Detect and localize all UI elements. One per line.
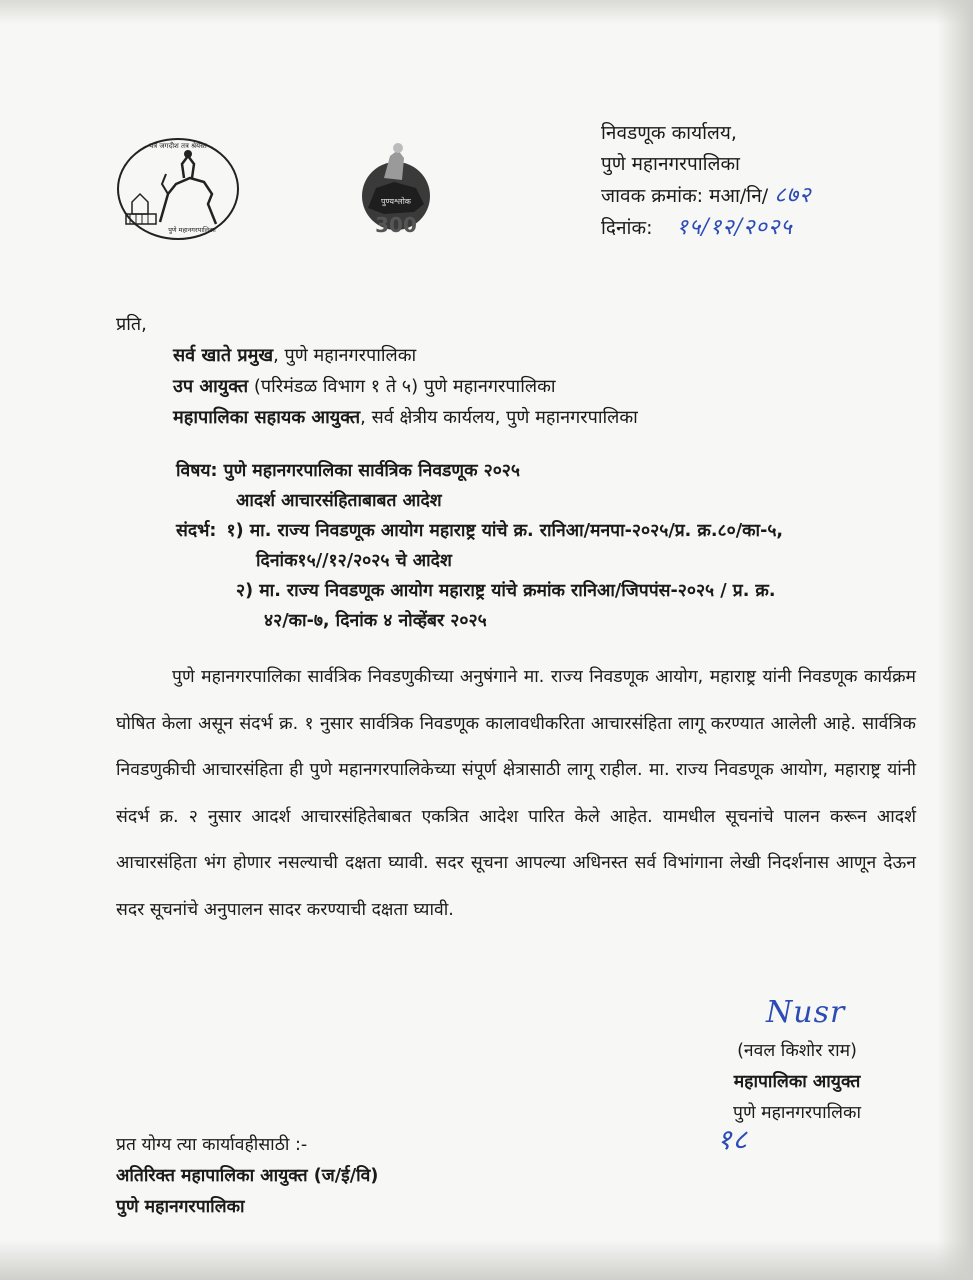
page-shadow-top (0, 0, 973, 24)
reference-2-line-1: २) मा. राज्य निवडणूक आयोग महाराष्ट्र यांचे क्रमांक रानिआ/जिपपंस-२०२५ / प्र. क्र. (236, 581, 776, 601)
signatory-designation: महापालिका आयुक्त (733, 1072, 861, 1092)
copy-to-label: प्रत योग्य त्या कार्यावहीसाठी :- (116, 1135, 308, 1155)
pune-300-emblem (354, 138, 438, 238)
signatory-name: (नवल किशोर राम) (737, 1041, 857, 1061)
subject-line-1: विषय: पुणे महानगरपालिका सार्वत्रिक निवडणूक २०२५ (176, 461, 520, 481)
office-header (601, 118, 812, 244)
signatory-organization: पुणे महानगरपालिका (733, 1103, 862, 1123)
outward-number-row (601, 180, 812, 212)
handwritten-initials: १८ (717, 1123, 749, 1156)
subject-block (176, 456, 783, 636)
outward-number: ८७२ (774, 183, 812, 208)
recipients-list (173, 340, 638, 433)
pune-300-number: 300 (375, 213, 417, 237)
to-label: प्रति, (116, 314, 147, 335)
date-label: दिनांक: (601, 217, 653, 239)
page-shadow-bottom (0, 1240, 973, 1280)
subject-line-2: आदर्श आचारसंहिताबाबत आदेश (236, 491, 442, 511)
pmc-logo-bottom-caption: पुणे महानगरपालिका (168, 226, 216, 234)
outward-label: जावक क्रमांक: मआ/नि/ (601, 185, 769, 207)
subject-label: विषय: (176, 461, 218, 481)
copy-to-line-1: अतिरिक्त महापालिका आयुक्त (ज/ई/वि) (116, 1166, 379, 1186)
date-row (601, 212, 812, 244)
recipient-3: महापालिका सहायक आयुक्त, सर्व क्षेत्रीय कार्यलय, पुणे महानगरपालिका (173, 407, 638, 428)
pmc-logo (112, 134, 244, 244)
body-paragraph: पुणे महानगरपालिका सार्वत्रिक निवडणुकीच्या अनुषंगाने मा. राज्य निवडणूक आयोग, महाराष्ट्र यांनी निवडणूक कार्यक्रम घोषित केला असून संदर्भ क्र. १ नुसार सार्वत्रिक निवडणूक कालावधीकरिता आचारसंहिता लागू करण्यात आलेली आहे. सार्वत्रिक निवडणुकीची आचारसंहिता ही पुणे महानगरपालिकेच्या संपूर्ण क्षेत्रासाठी लागू राहील. मा. राज्य निवडणूक आयोग, महाराष्ट्र यांनी संदर्भ क्र. २ नुसार आदर्श आचारसंहितेबाबत एकत्रित आदेश पारित केले आहेत. यामधील सूचनांचे पालन करून आदर्श आचारसंहिता भंग होणार नसल्याची दक्षता घ्यावी. सदर सूचना आपल्या अधिनस्त सर्व विभांगाना लेखी निदर्शनास आणून देऊन सदर सूचनांचे अनुपालन सादर करण्याची दक्षता घ्यावी. (116, 667, 916, 920)
pune-300-caption: पुण्यश्लोक (381, 197, 411, 206)
recipient-1: सर्व खाते प्रमुख, पुणे महानगरपालिका (173, 345, 417, 366)
reference-label: संदर्भ: (176, 521, 217, 541)
pmc-logo-top-caption: यत्र जगदीश तत्र श्रेयस्त (149, 142, 207, 150)
office-line-1: निवडणूक कार्यालय, (601, 122, 737, 144)
copy-to-block (116, 1130, 378, 1223)
page-shadow-right (937, 0, 973, 1280)
copy-to-line-2: पुणे महानगरपालिका (116, 1197, 245, 1217)
signatory-block (733, 1036, 861, 1129)
reference-1-line-1: संदर्भ: १) मा. राज्य निवडणूक आयोग महाराष्ट्र यांचे क्र. रानिआ/मनपा-२०२५/प्र. क्र.८०/का-५, (176, 521, 784, 541)
reference-2-line-2: ४२/का-७, दिनांक ४ नोव्हेंबर २०२५ (264, 611, 487, 631)
recipient-2: उप आयुक्त (परिमंडळ विभाग १ ते ५) पुणे महानगरपालिका (173, 376, 556, 397)
reference-1-line-2: दिनांक१५//१२/२०२५ चे आदेश (256, 551, 452, 571)
date-value: १५/१२/२०२५ (676, 215, 793, 240)
signature: Nusr (766, 995, 846, 1030)
office-line-2: पुणे महानगरपालिका (601, 153, 740, 175)
